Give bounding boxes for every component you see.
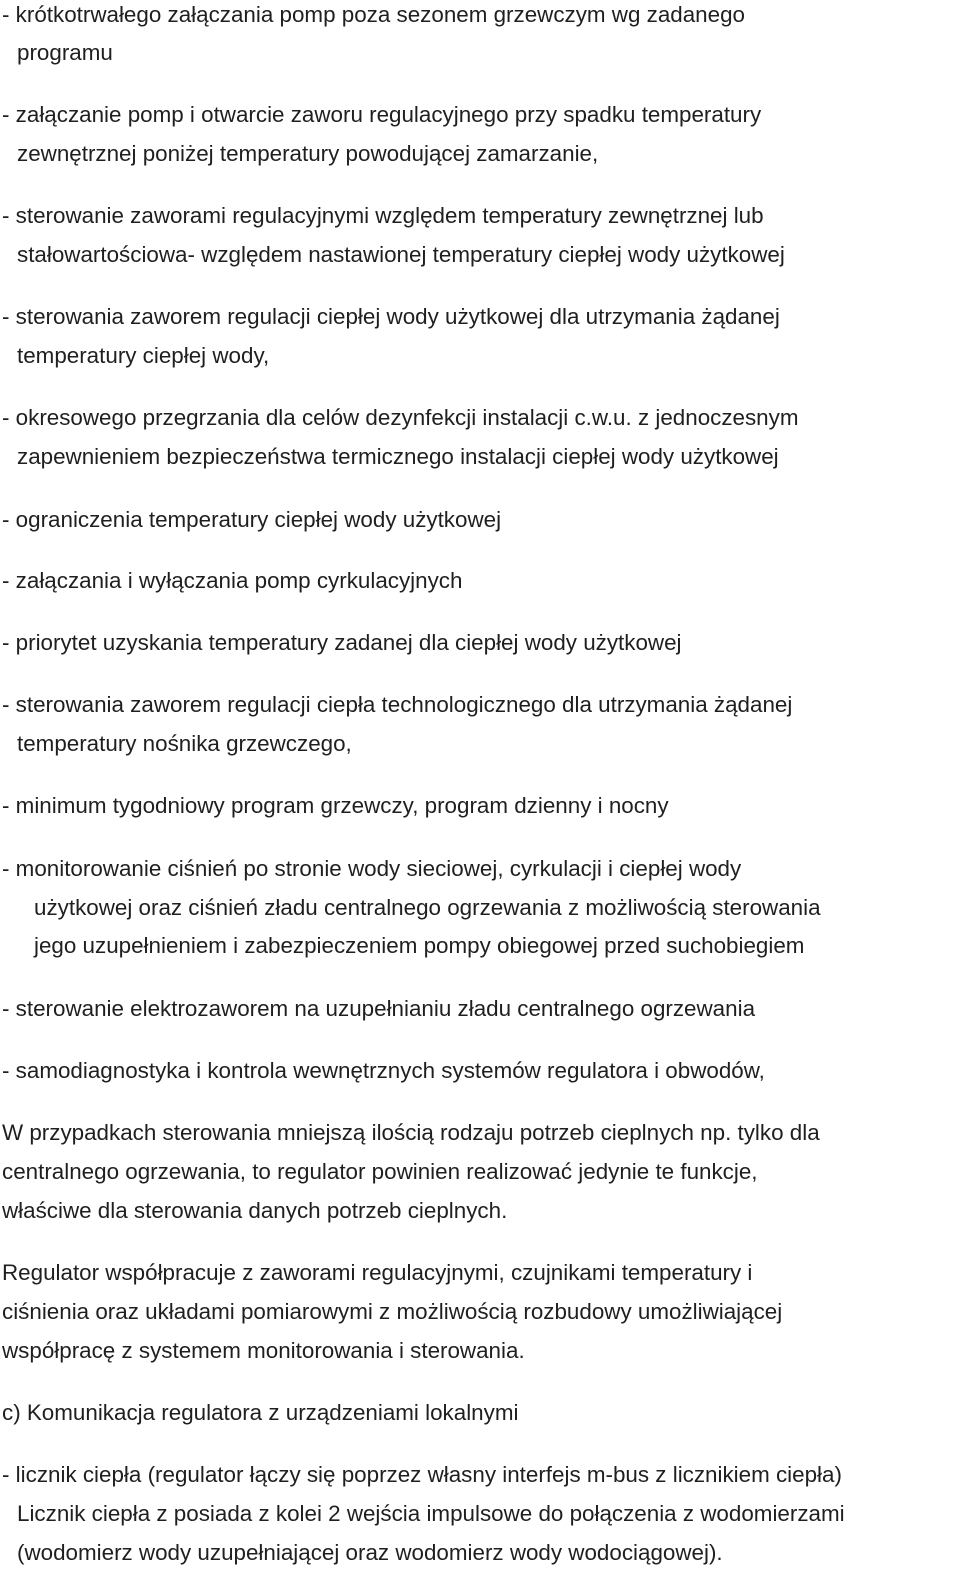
text-line: - licznik ciepła (regulator łączy się poprzez własny interfejs m-bus z licznikiem ciepła) [2, 1462, 842, 1487]
text-line: programu [17, 40, 113, 65]
text-line: jego uzupełnieniem i zabezpieczeniem pompy obiegowej przed suchobiegiem [34, 933, 805, 958]
text-line: - monitorowanie ciśnień po stronie wody sieciowej, cyrkulacji i ciepłej wody [2, 856, 742, 881]
text-line: - sterowanie elektrozaworem na uzupełnianiu zładu centralnego ogrzewania [2, 996, 756, 1021]
text-line: - minimum tygodniowy program grzewczy, program dzienny i nocny [2, 793, 669, 818]
section-heading: c) Komunikacja regulatora z urządzeniami lokalnymi [2, 1400, 519, 1425]
text-line: - sterowanie zaworami regulacyjnymi względem temperatury zewnętrznej lub [2, 203, 764, 228]
text-line: ciśnienia oraz układami pomiarowymi z możliwością rozbudowy umożliwiającej [2, 1299, 783, 1324]
text-line: temperatury ciepłej wody, [17, 343, 270, 368]
text-line: Licznik ciepła z posiada z kolei 2 wejścia impulsowe do połączenia z wodomierzami [17, 1501, 845, 1526]
text-line: - sterowania zaworem regulacji ciepłej wody użytkowej dla utrzymania żądanej [2, 304, 780, 329]
text-line: zapewnieniem bezpieczeństwa termicznego instalacji ciepłej wody użytkowej [17, 444, 779, 469]
text-line: - załączania i wyłączania pomp cyrkulacyjnych [2, 568, 463, 593]
text-line: - sterowania zaworem regulacji ciepła technologicznego dla utrzymania żądanej [2, 692, 793, 717]
text-line: (wodomierz wody uzupełniającej oraz wodomierz wody wodociągowej). [17, 1540, 723, 1565]
text-line: temperatury nośnika grzewczego, [17, 731, 352, 756]
text-line: - samodiagnostyka i kontrola wewnętrznych systemów regulatora i obwodów, [2, 1058, 765, 1083]
text-line: właściwe dla sterowania danych potrzeb cieplnych. [2, 1198, 508, 1223]
text-line: użytkowej oraz ciśnień zładu centralnego ogrzewania z możliwością sterowania [34, 895, 821, 920]
text-line: - załączanie pomp i otwarcie zaworu regulacyjnego przy spadku temperatury [2, 102, 762, 127]
text-line: W przypadkach sterowania mniejszą ilością rodzaju potrzeb cieplnych np. tylko dla [2, 1120, 820, 1145]
text-line: - ograniczenia temperatury ciepłej wody użytkowej [2, 507, 502, 532]
text-line: Regulator współpracuje z zaworami regulacyjnymi, czujnikami temperatury i [2, 1260, 753, 1285]
text-line: - krótkotrwałego załączania pomp poza sezonem grzewczym wg zadanego [2, 2, 745, 27]
text-line: stałowartościowa- względem nastawionej temperatury ciepłej wody użytkowej [17, 242, 785, 267]
text-line: centralnego ogrzewania, to regulator powinien realizować jedynie te funkcje, [2, 1159, 758, 1184]
text-line: - priorytet uzyskania temperatury zadanej dla ciepłej wody użytkowej [2, 630, 682, 655]
text-line: - okresowego przegrzania dla celów dezynfekcji instalacji c.w.u. z jednoczesnym [2, 405, 799, 430]
text-line: współpracę z systemem monitorowania i sterowania. [2, 1338, 525, 1363]
text-line: zewnętrznej poniżej temperatury powodującej zamarzanie, [17, 141, 599, 166]
